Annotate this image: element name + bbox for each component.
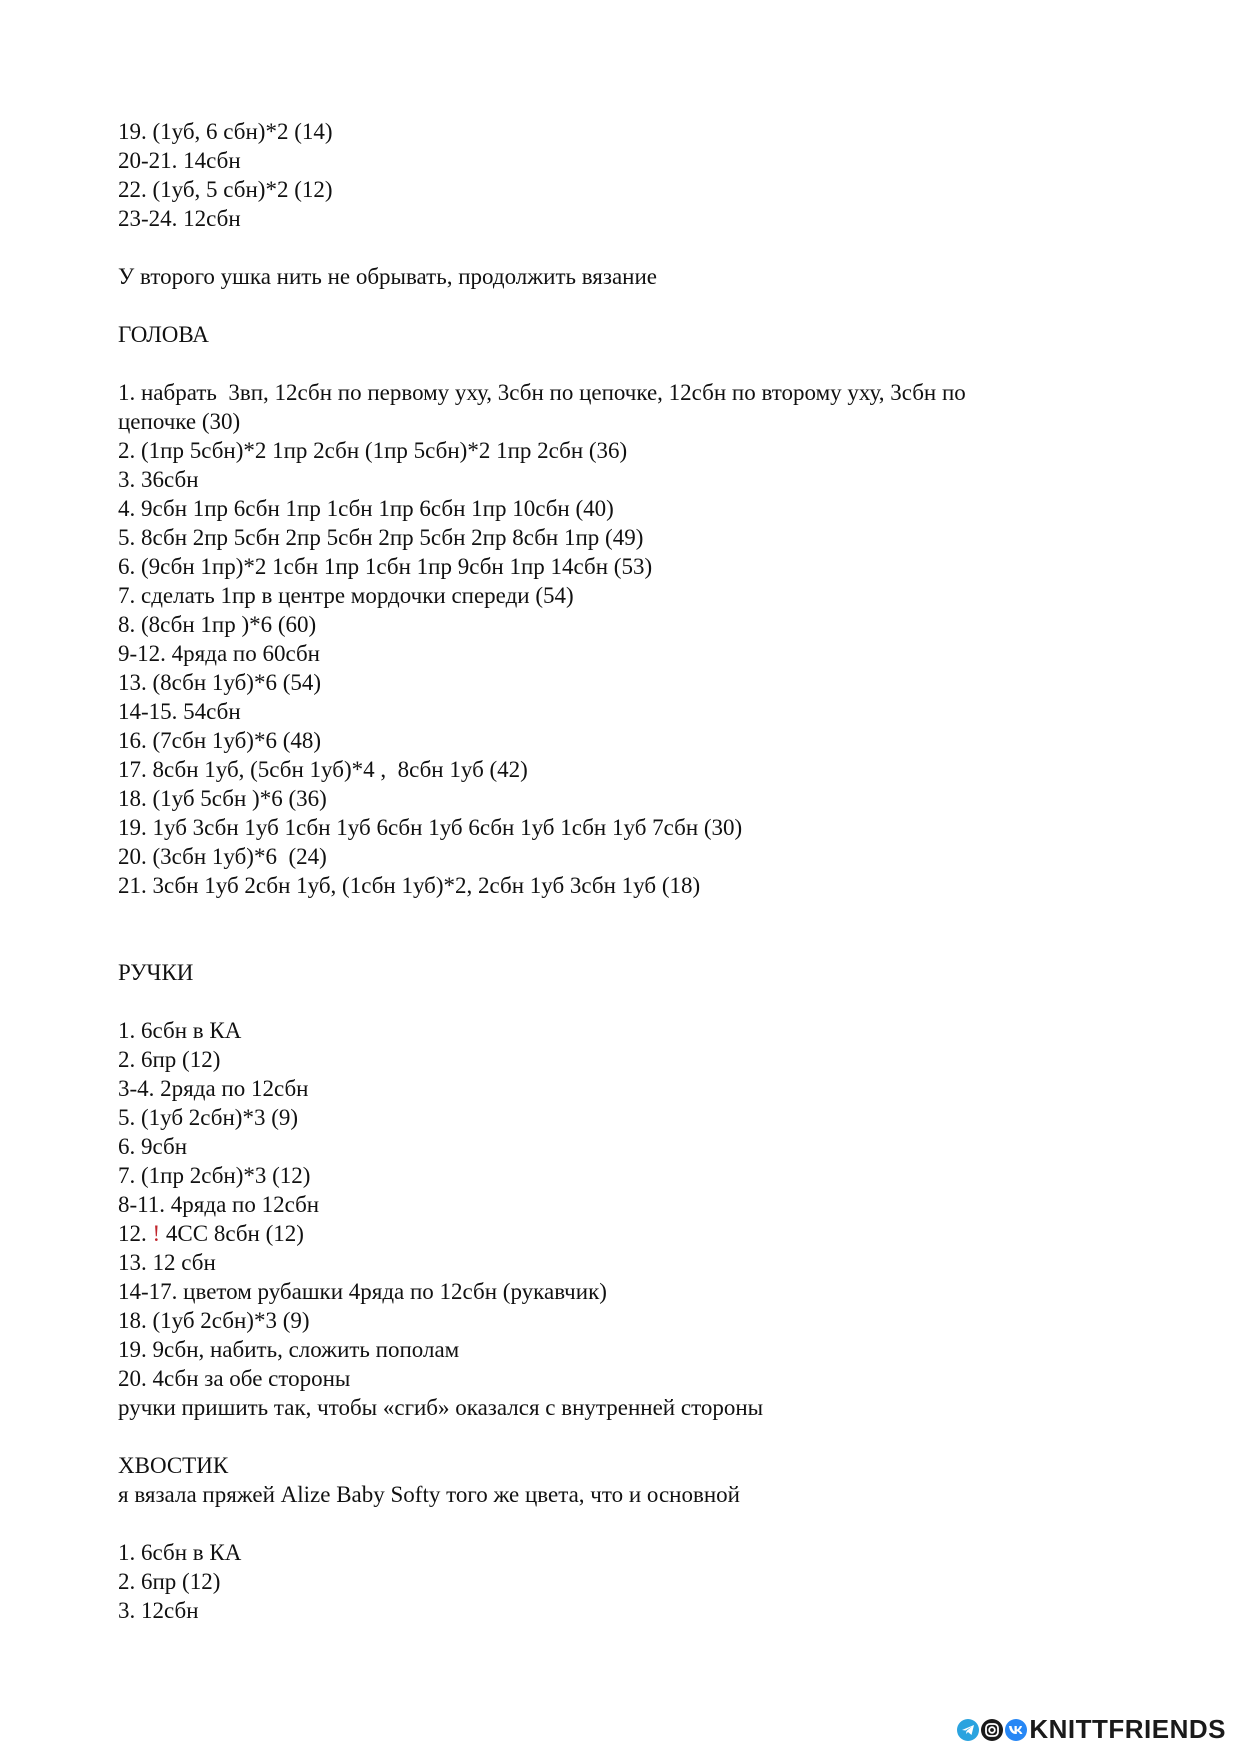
pattern-row: 6. 9сбн: [118, 1134, 187, 1159]
pattern-row: 22. (1уб, 5 сбн)*2 (12): [118, 177, 333, 202]
pattern-row: 19. (1уб, 6 сбн)*2 (14): [118, 119, 333, 144]
tail-rows: [118, 1538, 1078, 1625]
pattern-row: 3-4. 2ряда по 12сбн: [118, 1076, 309, 1101]
note-text: У второго ушка нить не обрывать, продолжить вязание: [118, 264, 657, 289]
pattern-row: 8-11. 4ряда по 12сбн: [118, 1192, 320, 1217]
arms-rows: [118, 1016, 1078, 1219]
pattern-row: 1. 6сбн в КА: [118, 1018, 242, 1043]
pattern-row: 20. (3сбн 1уб)*6 (24): [118, 844, 327, 869]
pattern-row: цепочке (30): [118, 409, 241, 434]
instagram-icon: [981, 1719, 1003, 1741]
footer-brand: [957, 1714, 1226, 1745]
pattern-row: 20-21. 14сбн: [118, 148, 241, 173]
pattern-row: 13. 12 сбн: [118, 1250, 216, 1275]
pattern-row: 19. 1уб 3сбн 1уб 1сбн 1уб 6сбн 1уб 6сбн 1уб 1сбн 1уб 7сбн (30): [118, 815, 743, 840]
pattern-row: 8. (8сбн 1пр )*6 (60): [118, 612, 317, 637]
section-title-tail: ХВОСТИК: [118, 1453, 229, 1478]
pattern-row: 21. 3сбн 1уб 2сбн 1уб, (1сбн 1уб)*2, 2сбн 1уб 3сбн 1уб (18): [118, 873, 701, 898]
pattern-row: 16. (7сбн 1уб)*6 (48): [118, 728, 322, 753]
pattern-row: 2. 6пр (12): [118, 1047, 221, 1072]
pattern-row: 23-24. 12сбн: [118, 206, 241, 231]
pattern-row: 5. (1уб 2сбн)*3 (9): [118, 1105, 299, 1130]
brand-name: KNITTFRIENDS: [1029, 1714, 1226, 1744]
document-body: [118, 117, 1078, 1625]
section-title-arms: РУЧКИ: [118, 960, 194, 985]
pattern-row: 18. (1уб 2сбн)*3 (9): [118, 1308, 310, 1333]
pattern-row: 18. (1уб 5сбн )*6 (36): [118, 786, 327, 811]
pattern-row: 2. 6пр (12): [118, 1569, 221, 1594]
pattern-row: 19. 9сбн, набить, сложить пополам: [118, 1337, 460, 1362]
pattern-row: 2. (1пр 5сбн)*2 1пр 2сбн (1пр 5сбн)*2 1пр 2сбн (36): [118, 438, 628, 463]
pattern-row: 4. 9сбн 1пр 6сбн 1пр 1сбн 1пр 6сбн 1пр 10сбн (40): [118, 496, 614, 521]
pattern-row: 14-17. цветом рубашки 4ряда по 12сбн (рукавчик): [118, 1279, 607, 1304]
pattern-row: 14-15. 54сбн: [118, 699, 241, 724]
pattern-row: 6. (9сбн 1пр)*2 1сбн 1пр 1сбн 1пр 9сбн 1пр 14сбн (53): [118, 554, 653, 579]
head-rows: [118, 378, 1078, 900]
pattern-row: 20. 4сбн за обе стороны: [118, 1366, 351, 1391]
pattern-row: 7. сделать 1пр в центре мордочки спереди (54): [118, 583, 574, 608]
pattern-row: 5. 8сбн 2пр 5сбн 2пр 5сбн 2пр 5сбн 2пр 8сбн 1пр (49): [118, 525, 644, 550]
pattern-row: 3. 36сбн: [118, 467, 199, 492]
tail-note: я вязала пряжей Alize Baby Softy того же цвета, что и основной: [118, 1482, 740, 1507]
pattern-row: 17. 8сбн 1уб, (5сбн 1уб)*4 , 8сбн 1уб (42): [118, 757, 528, 782]
warning-mark: !: [152, 1221, 161, 1246]
telegram-icon: [957, 1719, 979, 1741]
section-title-head: ГОЛОВА: [118, 322, 209, 347]
pattern-row: 12. ! 4СС 8сбн (12): [118, 1221, 304, 1246]
pattern-row: 3. 12сбн: [118, 1598, 199, 1623]
arms-rows-continued: [118, 1248, 1078, 1422]
pattern-row: 1. набрать 3вп, 12сбн по первому уху, 3сбн по цепочке, 12сбн по второму уху, 3сбн по: [118, 380, 966, 405]
pattern-row: 9-12. 4ряда по 60сбн: [118, 641, 320, 666]
pattern-row: 13. (8сбн 1уб)*6 (54): [118, 670, 322, 695]
pattern-row: 7. (1пр 2сбн)*3 (12): [118, 1163, 311, 1188]
vk-icon: [1005, 1719, 1027, 1741]
pattern-row: ручки пришить так, чтобы «сгиб» оказался с внутренней стороны: [118, 1395, 764, 1420]
pattern-row: 1. 6сбн в КА: [118, 1540, 242, 1565]
